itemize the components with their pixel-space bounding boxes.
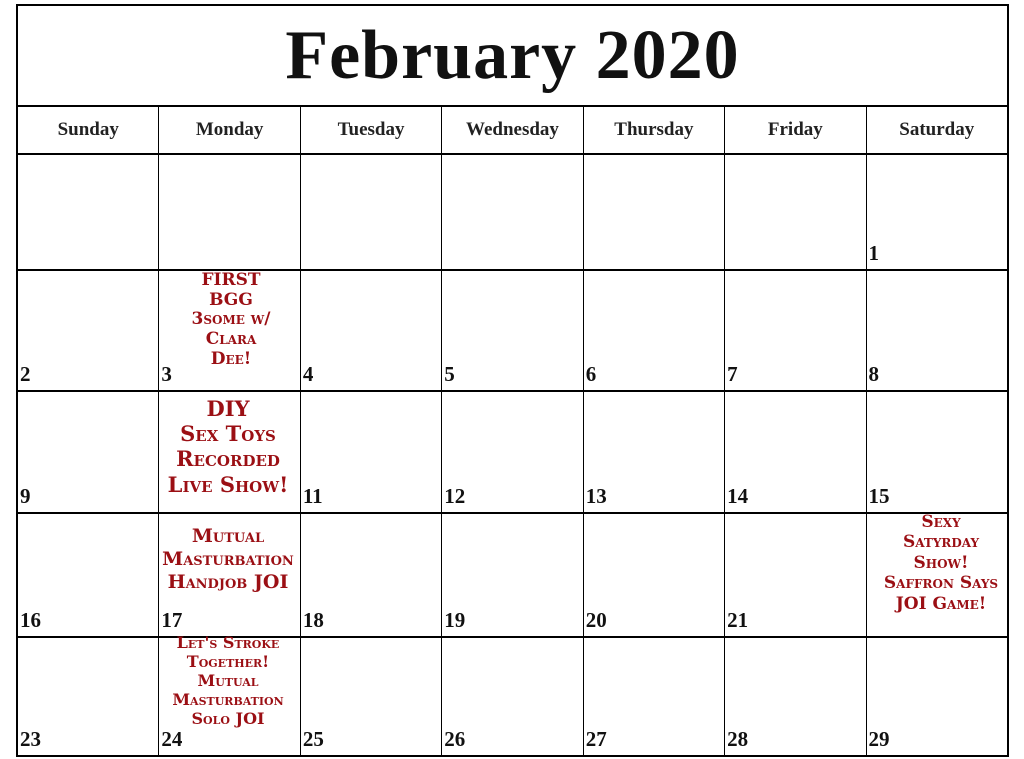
event-line: Solo JOI [191, 708, 265, 728]
day-cell [301, 392, 442, 512]
day-cell [301, 271, 442, 390]
day-cell [18, 638, 159, 755]
day-cell [442, 638, 583, 755]
day-cell [725, 271, 866, 390]
day-cell [18, 514, 159, 636]
day-cell [725, 514, 866, 636]
day-number: 15 [868, 484, 890, 508]
day-cell [867, 155, 1007, 269]
day-number: 16 [20, 608, 41, 632]
weekday-friday: Friday [725, 107, 866, 153]
day-number: 23 [20, 727, 41, 751]
event-feb-17 [150, 525, 306, 593]
day-number: 4 [302, 362, 314, 386]
event-line: Satyrday [902, 532, 980, 553]
day-cell [584, 155, 725, 269]
day-cell [159, 155, 300, 269]
weekday-tuesday: Tuesday [301, 107, 442, 153]
day-number: 8 [868, 362, 880, 386]
weekday-wednesday: Wednesday [442, 107, 583, 153]
day-cell [301, 155, 442, 269]
event-feb-24 [150, 634, 306, 728]
day-number: 17 [161, 608, 183, 632]
day-number: 26 [444, 727, 466, 751]
day-number: 13 [585, 484, 607, 508]
day-number: 27 [585, 727, 607, 751]
week-row-1 [18, 155, 1007, 271]
event-line: Recorded [176, 446, 280, 472]
event-line: Sex Toys [180, 421, 276, 447]
event-line: Live Show! [167, 471, 289, 497]
day-number: 1 [868, 241, 880, 265]
calendar-title: February 2020 [18, 6, 1007, 107]
day-cell [867, 638, 1007, 755]
day-number: 25 [302, 727, 324, 751]
day-number: 11 [302, 484, 323, 508]
event-line: Handjob JOI [167, 570, 289, 593]
day-cell [18, 271, 159, 390]
event-line: Masturbation [172, 689, 284, 709]
event-line: Mutual [197, 670, 259, 690]
event-line: JOI Game! [895, 593, 987, 614]
day-cell [18, 392, 159, 512]
weekday-header-row [18, 107, 1007, 155]
weekday-sunday: Sunday [18, 107, 159, 153]
day-cell [584, 392, 725, 512]
event-line: Show! [913, 552, 969, 573]
day-cell [584, 514, 725, 636]
day-number: 24 [161, 727, 183, 751]
week-row-2 [18, 271, 1007, 392]
event-line: Together! [186, 651, 270, 671]
day-number: 12 [444, 484, 466, 508]
event-line: Saffron Says [883, 573, 999, 594]
day-number: 19 [444, 608, 466, 632]
day-cell [442, 392, 583, 512]
day-cell [725, 638, 866, 755]
event-feb-10 [152, 396, 304, 497]
day-number: 9 [20, 484, 31, 508]
day-cell [725, 392, 866, 512]
day-number: 20 [585, 608, 607, 632]
day-cell [725, 155, 866, 269]
day-cell [301, 638, 442, 755]
event-line: Sexy [921, 512, 961, 532]
day-cell [584, 271, 725, 390]
event-line: Let's Stroke [176, 633, 280, 652]
day-number: 2 [20, 362, 31, 386]
event-feb-22 [864, 512, 1018, 614]
event-feb-3 [170, 271, 292, 370]
day-number: 21 [727, 608, 749, 632]
day-number: 7 [727, 362, 738, 386]
day-number: 6 [585, 362, 597, 386]
event-line: Masturbation [162, 547, 294, 570]
weekday-thursday: Thursday [584, 107, 725, 153]
event-line: DIY [206, 396, 250, 421]
day-cell [18, 155, 159, 269]
day-number: 3 [161, 362, 172, 386]
event-line: Clara [205, 329, 257, 350]
day-cell [442, 514, 583, 636]
day-number: 5 [444, 362, 455, 386]
weekday-saturday: Saturday [899, 119, 975, 140]
day-cell [867, 392, 1007, 512]
day-number: 14 [727, 484, 749, 508]
day-cell [584, 638, 725, 755]
day-number: 28 [727, 727, 749, 751]
event-line: Mutual [191, 525, 265, 547]
event-line: BGG [209, 289, 253, 310]
day-cell [442, 155, 583, 269]
day-cell [867, 271, 1007, 390]
weekday-monday: Monday [159, 107, 300, 153]
day-cell [301, 514, 442, 636]
day-number: 18 [302, 608, 324, 632]
event-line: 3some w/ [191, 309, 271, 330]
event-line: FIRST [201, 270, 261, 290]
day-cell [442, 271, 583, 390]
event-line: Dee! [210, 348, 252, 369]
day-number: 29 [868, 727, 890, 751]
